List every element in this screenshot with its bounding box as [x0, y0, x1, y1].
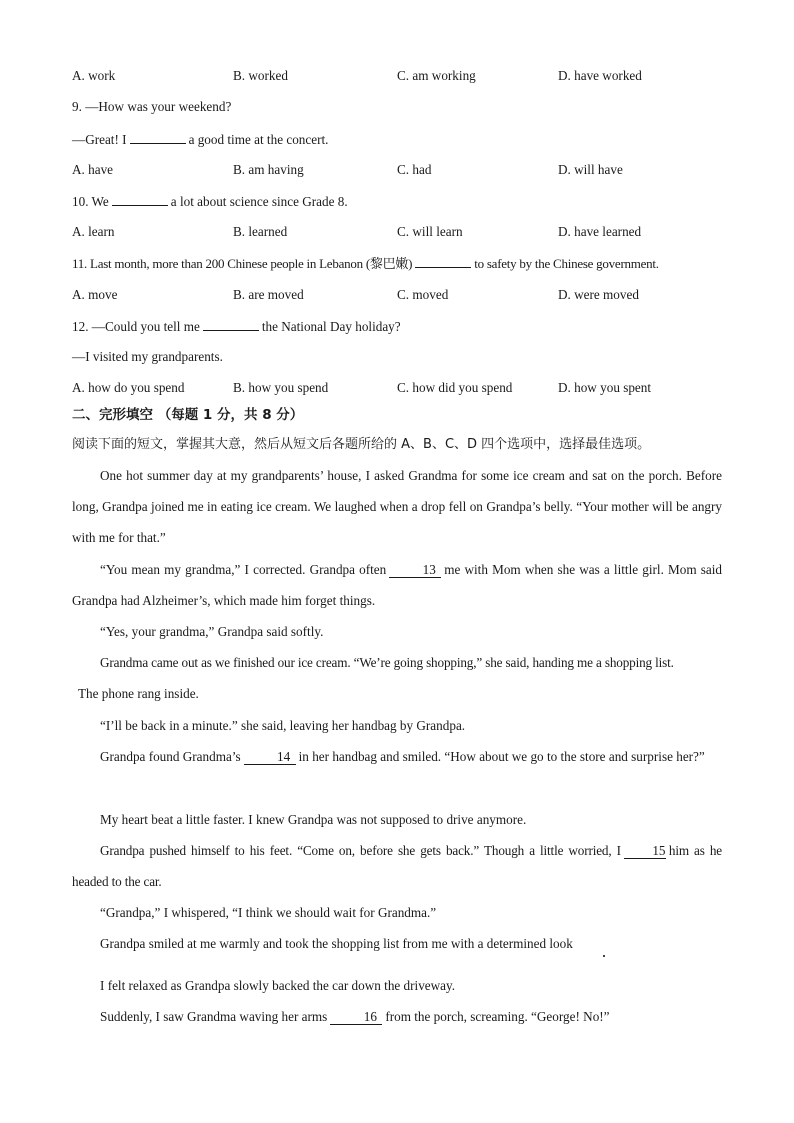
paragraph-2-post: me with Mom when she was a little girl. Mom said Grandpa had Alzheimer’s, which made him forget things. [72, 562, 722, 609]
passage-paragraph-4b: The phone rang inside. [78, 686, 199, 701]
q9-option-b: B. am having [233, 162, 304, 177]
q11-stem-pre: 11. Last month, more than 200 Chinese people in Lebanon (黎巴嫩) [72, 256, 413, 271]
q9-response-post: a good time at the concert. [188, 132, 329, 147]
passage-paragraph-4: Grandma came out as we finished our ice cream. “We’re going shopping,” she said, handing me a shopping list. [100, 655, 674, 670]
q9-response-pre: —Great! I [72, 132, 127, 147]
blank-15: 15 [624, 844, 666, 859]
q11-option-b: B. are moved [233, 287, 304, 302]
passage-paragraph-7: My heart beat a little faster. I knew Grandpa was not supposed to drive anymore. [100, 812, 527, 827]
q9-option-c: C. had [397, 162, 432, 177]
q9-option-d: D. will have [558, 162, 623, 177]
q11-option-c: C. moved [397, 287, 449, 302]
passage-paragraph-11: I felt relaxed as Grandpa slowly backed the car down the driveway. [100, 978, 456, 993]
q9-stem: 9. —How was your weekend? [72, 99, 232, 114]
q8-option-a: A. work [72, 68, 116, 83]
q11-stem [72, 255, 659, 272]
q12-stem [72, 318, 401, 335]
paragraph-6-pre: Grandpa found Grandma’s [100, 749, 241, 764]
passage-paragraph-8 [72, 835, 722, 897]
section-title: 二、完形填空 （每题 1 分，共 8 分） [72, 407, 304, 423]
q11-stem-post: to safety by the Chinese government. [474, 256, 659, 271]
q12-stem-pre: 12. —Could you tell me [72, 319, 200, 334]
passage-paragraph-1: One hot summer day at my grandparents’ house, I asked Grandma for some ice cream and sat on the porch. Before long, Grandpa joined me in eating ice cream. We laughed when a drop fell on Grandpa’s belly. “Your mother will be angry with me for that.” [72, 468, 722, 546]
passage-paragraph-5: “I’ll be back in a minute.” she said, leaving her handbag by Grandpa. [100, 718, 466, 733]
q10-blank [112, 193, 168, 206]
q8-option-c: C. am working [397, 68, 476, 83]
q12-response: —I visited my grandparents. [72, 349, 223, 364]
blank-14: 14 [244, 750, 296, 765]
q10-option-d: D. have learned [558, 224, 642, 239]
passage-paragraph-9: “Grandpa,” I whispered, “I think we should wait for Grandma.” [100, 905, 437, 920]
passage-paragraph-12 [72, 1001, 722, 1032]
paragraph-12-pre: Suddenly, I saw Grandma waving her arms [100, 1009, 328, 1024]
q10-stem-post: a lot about science since Grade 8. [170, 194, 348, 209]
paragraph-12-post: from the porch, screaming. “George! No!” [385, 1009, 610, 1024]
q10-stem [72, 193, 348, 210]
q8-option-d: D. have worked [558, 68, 642, 83]
passage-paragraph-2 [72, 554, 722, 616]
q12-option-c: C. how did you spend [397, 380, 513, 395]
q10-option-a: A. learn [72, 224, 115, 239]
q8-option-b: B. worked [233, 68, 288, 83]
passage-paragraph-3: “Yes, your grandma,” Grandpa said softly. [100, 624, 324, 639]
q12-option-a: A. how do you spend [72, 380, 185, 395]
q10-stem-pre: 10. We [72, 194, 109, 209]
q10-option-c: C. will learn [397, 224, 463, 239]
passage-paragraph-6 [72, 741, 722, 772]
paragraph-8-pre: Grandpa pushed himself to his feet. “Come on, before she gets back.” Though a little worried, I [100, 843, 621, 858]
q12-blank [203, 318, 259, 331]
blank-16: 16 [330, 1010, 382, 1025]
paragraph-8-post: him as he headed to the car. [72, 843, 722, 890]
stray-mark [603, 955, 605, 957]
q11-option-a: A. move [72, 287, 118, 302]
q12-stem-post: the National Day holiday? [261, 319, 401, 334]
passage-paragraph-10: Grandpa smiled at me warmly and took the shopping list from me with a determined look [100, 936, 573, 951]
blank-13: 13 [389, 563, 441, 578]
q9-blank [130, 131, 186, 144]
q11-option-d: D. were moved [558, 287, 639, 302]
q12-option-b: B. how you spend [233, 380, 329, 395]
q10-option-b: B. learned [233, 224, 288, 239]
paragraph-2-pre: “You mean my grandma,” I corrected. Grandpa often [100, 562, 387, 577]
q12-option-d: D. how you spent [558, 380, 652, 395]
section-instruction: 阅读下面的短文，掌握其大意，然后从短文后各题所给的 A、B、C、D 四个选项中，选择最佳选项。 [72, 437, 651, 452]
q11-blank [415, 255, 471, 268]
q9-response [72, 131, 328, 148]
q9-option-a: A. have [72, 162, 114, 177]
paragraph-6-post: in her handbag and smiled. “How about we go to the store and surprise her?” [298, 749, 705, 764]
